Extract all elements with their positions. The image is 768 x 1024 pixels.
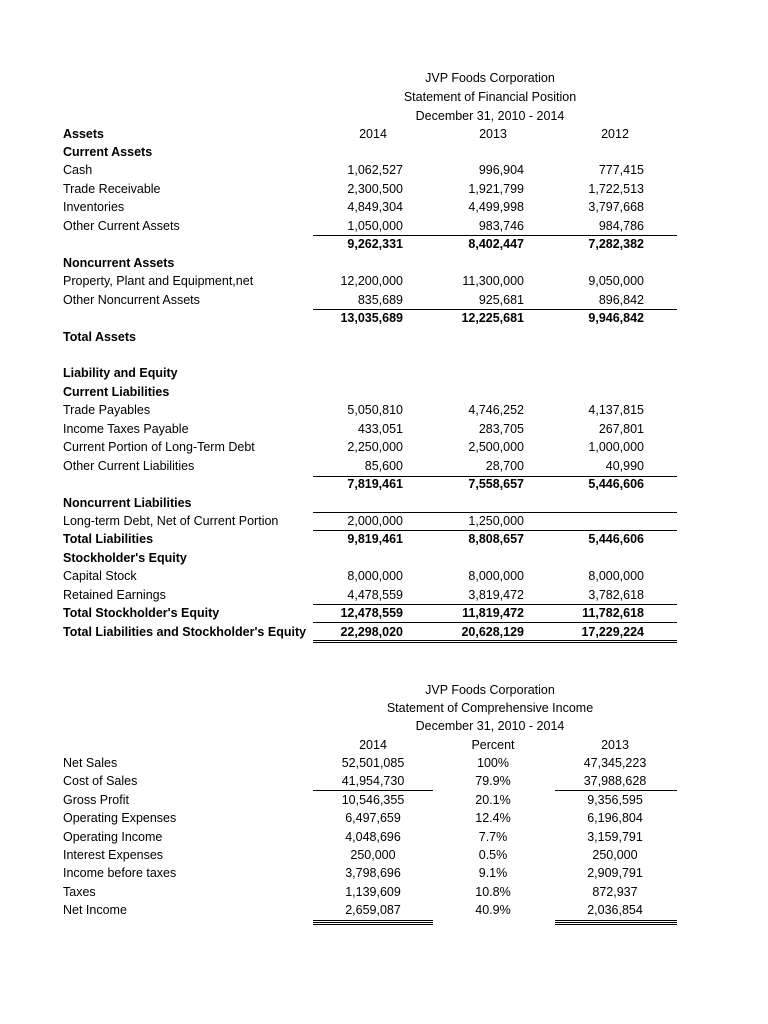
- sfp-cell: 925,681: [478, 292, 524, 307]
- sci-cell: 6,196,804: [587, 811, 643, 826]
- sfp-cell: 996,904: [478, 163, 524, 178]
- table-rule: [313, 235, 677, 236]
- sci-cell: 100%: [477, 756, 509, 770]
- sfp-row-label: Income Taxes Payable: [63, 421, 189, 436]
- sfp-cell: 7,558,657: [468, 477, 524, 492]
- table-rule: [313, 920, 433, 921]
- sci-row-label: Income before taxes: [63, 866, 177, 881]
- sfp-cell: 7,819,461: [347, 477, 403, 492]
- sfp-cell: 11,300,000: [462, 274, 524, 289]
- sfp-cell: 984,786: [598, 218, 644, 233]
- sfp-cell: 1,050,000: [347, 218, 403, 233]
- sci-cell: 41,954,730: [341, 774, 405, 789]
- sfp-cell: [534, 494, 644, 512]
- table-rule: [555, 922, 677, 925]
- sci-cell: 872,937: [592, 884, 638, 899]
- sci-cell: 37,988,628: [583, 774, 647, 789]
- sfp-cell: [414, 364, 524, 382]
- table-rule: [313, 622, 677, 623]
- sfp-row-label: Current Assets: [63, 145, 153, 159]
- sci-cell: 1,139,609: [345, 884, 401, 899]
- sfp-cell: [414, 494, 524, 512]
- sci-row-label: Net Income: [63, 903, 127, 918]
- sci-cell: 4,048,696: [345, 829, 401, 844]
- table-rule: [313, 309, 677, 310]
- sfp-cell: [293, 364, 403, 382]
- table-rule: [313, 604, 677, 605]
- sfp-row-label: Trade Receivable: [63, 181, 161, 196]
- sfp-cell: 28,700: [485, 458, 524, 473]
- sci-cell: 6,497,659: [345, 811, 401, 826]
- sfp-cell: 22,298,020: [340, 624, 403, 639]
- sfp-row-label: Long-term Debt, Net of Current Portion: [63, 514, 279, 528]
- sfp-cell: 2,000,000: [347, 514, 403, 528]
- sfp-cell: 17,229,224: [581, 624, 644, 639]
- sfp-cell: 11,819,472: [462, 606, 524, 621]
- sci-cell: 2,659,087: [345, 903, 401, 918]
- sfp-cell: 4,849,304: [347, 200, 403, 215]
- sfp-cell: [534, 346, 644, 364]
- sfp-row-label: Retained Earnings: [63, 587, 166, 602]
- sci-cell: 20.1%: [475, 792, 511, 807]
- sfp-row-label: Other Current Liabilities: [63, 458, 195, 473]
- sfp-cell: 2,300,500: [347, 181, 403, 196]
- table-rule: [313, 790, 433, 791]
- sfp-row-label: Other Noncurrent Assets: [63, 292, 200, 307]
- sfp-period: December 31, 2010 - 2014: [415, 109, 565, 123]
- sfp-cell: 5,446,606: [588, 477, 644, 492]
- sfp-cell: [414, 346, 524, 364]
- sfp-cell: [293, 346, 403, 364]
- sfp-cell: 3,819,472: [468, 587, 524, 602]
- sfp-cell: 7,282,382: [588, 237, 644, 252]
- table-rule: [313, 922, 433, 925]
- sfp-title: Statement of Financial Position: [403, 90, 577, 104]
- sfp-row-label: Total Liabilities: [63, 532, 154, 547]
- sci-company: JVP Foods Corporation: [425, 683, 555, 697]
- sfp-cell: 1,722,513: [588, 181, 644, 196]
- sfp-cell: 20,628,129: [461, 624, 524, 639]
- sfp-cell: 12,225,681: [461, 311, 524, 326]
- sfp-cell: 1,000,000: [588, 440, 644, 455]
- sci-header-2013: 2013: [601, 738, 629, 752]
- sfp-cell: 267,801: [598, 421, 644, 436]
- sfp-cell: [534, 549, 644, 567]
- sfp-year-2012: 2012: [601, 127, 629, 141]
- sci-row-label: Cost of Sales: [63, 774, 138, 789]
- sfp-cell: 8,402,447: [468, 237, 524, 252]
- sfp-cell: 1,921,799: [468, 181, 524, 196]
- sfp-cell: 1,062,527: [347, 163, 403, 178]
- sfp-row-label: Noncurrent Liabilities: [63, 495, 192, 510]
- sfp-cell: 13,035,689: [340, 311, 403, 326]
- sfp-cell: 896,842: [598, 292, 644, 307]
- table-rule: [313, 640, 677, 643]
- sfp-cell: 4,137,815: [588, 403, 644, 418]
- sfp-cell: 4,499,998: [468, 200, 524, 215]
- sfp-cell: [534, 383, 644, 401]
- sci-cell: 40.9%: [475, 903, 511, 918]
- sfp-row-label: Stockholder's Equity: [63, 550, 187, 565]
- sfp-company: JVP Foods Corporation: [425, 71, 555, 85]
- sci-row-label: Net Sales: [63, 756, 118, 770]
- sfp-cell: 8,808,657: [468, 532, 524, 547]
- sfp-row-label: Current Portion of Long-Term Debt: [63, 440, 255, 455]
- sci-cell: 250,000: [592, 848, 638, 862]
- sfp-cell: [293, 143, 403, 161]
- sci-row-label: Operating Expenses: [63, 811, 177, 826]
- sfp-cell: 8,000,000: [468, 569, 524, 584]
- sfp-cell: [414, 328, 524, 346]
- sfp-row-label: Property, Plant and Equipment,net: [63, 274, 254, 289]
- sfp-row-label: Total Assets: [63, 329, 136, 344]
- sfp-row-label: Total Stockholder's Equity: [63, 606, 220, 621]
- sfp-row-label: Total Liabilities and Stockholder's Equity: [63, 624, 307, 639]
- sfp-cell: 283,705: [478, 421, 524, 436]
- sfp-cell: 9,050,000: [588, 274, 644, 289]
- sci-header-percent: Percent: [471, 738, 515, 752]
- sfp-row-label: Capital Stock: [63, 569, 137, 584]
- sfp-cell: 983,746: [478, 218, 524, 233]
- assets-header: Assets: [63, 127, 104, 141]
- sfp-cell: [293, 494, 403, 512]
- table-rule: [313, 512, 677, 513]
- sfp-cell: 40,990: [605, 458, 644, 473]
- sfp-cell: 3,797,668: [588, 200, 644, 215]
- sfp-cell: 9,262,331: [347, 237, 403, 252]
- sfp-cell: 8,000,000: [588, 569, 644, 584]
- sfp-cell: 85,600: [364, 458, 403, 473]
- sci-cell: 2,909,791: [587, 866, 643, 881]
- sci-cell: 9,356,595: [587, 792, 643, 807]
- sfp-cell: 433,051: [357, 421, 403, 436]
- sfp-cell: [414, 383, 524, 401]
- sci-cell: 250,000: [350, 848, 396, 862]
- sfp-cell: 5,050,810: [347, 403, 403, 418]
- sfp-cell: 12,478,559: [340, 606, 403, 621]
- sfp-cell: [534, 254, 644, 272]
- sfp-cell: [534, 512, 644, 530]
- sfp-cell: 12,200,000: [340, 274, 403, 289]
- sfp-year-2013: 2013: [479, 127, 507, 141]
- sfp-row-label: Liability and Equity: [63, 366, 178, 381]
- sfp-cell: 9,946,842: [588, 311, 644, 326]
- sfp-cell: [534, 364, 644, 382]
- sfp-cell: 8,000,000: [347, 569, 403, 584]
- sfp-cell: 3,782,618: [588, 587, 644, 602]
- sci-cell: 0.5%: [478, 848, 508, 862]
- sfp-cell: [534, 328, 644, 346]
- sfp-row-label: Trade Payables: [63, 403, 151, 418]
- sci-cell: 2,036,854: [587, 903, 643, 918]
- sfp-cell: 1,250,000: [468, 514, 524, 528]
- sfp-row-label: Other Current Assets: [63, 218, 180, 233]
- sfp-row-label: Noncurrent Assets: [63, 255, 175, 270]
- table-rule: [555, 790, 677, 791]
- sfp-row-label: Current Liabilities: [63, 384, 170, 399]
- sci-period: December 31, 2010 - 2014: [415, 719, 565, 733]
- sci-cell: 52,501,085: [341, 756, 405, 770]
- sci-row-label: Operating Income: [63, 829, 163, 844]
- sfp-cell: [414, 254, 524, 272]
- sci-cell: 12.4%: [475, 811, 511, 826]
- sfp-cell: 2,250,000: [347, 440, 403, 455]
- sci-cell: 79.9%: [475, 774, 511, 789]
- sfp-cell: [293, 254, 403, 272]
- sci-row-label: Gross Profit: [63, 792, 129, 807]
- sfp-cell: 835,689: [357, 292, 403, 307]
- sfp-cell: 4,478,559: [347, 587, 403, 602]
- sci-cell: 7.7%: [478, 829, 508, 844]
- sfp-cell: 9,819,461: [347, 532, 403, 547]
- sci-header-2014: 2014: [359, 738, 387, 752]
- sfp-cell: [293, 549, 403, 567]
- sfp-cell: 5,446,606: [588, 532, 644, 547]
- sci-cell: 10,546,355: [341, 792, 405, 807]
- sfp-cell: 4,746,252: [468, 403, 524, 418]
- sfp-cell: 2,500,000: [468, 440, 524, 455]
- sfp-cell: 11,782,618: [582, 606, 644, 621]
- sci-row-label: Interest Expenses: [63, 848, 164, 862]
- sfp-cell: [534, 143, 644, 161]
- sfp-row-label: Inventories: [63, 200, 125, 215]
- sfp-cell: [293, 328, 403, 346]
- sci-cell: 9.1%: [478, 866, 508, 881]
- sci-cell: 3,798,696: [345, 866, 401, 881]
- table-rule: [313, 530, 677, 531]
- sci-row-label: Taxes: [63, 884, 96, 899]
- table-rule: [313, 476, 677, 477]
- sci-cell: 3,159,791: [587, 829, 643, 844]
- sfp-row-label: Cash: [63, 163, 93, 178]
- sfp-cell: [414, 143, 524, 161]
- sfp-cell: [293, 383, 403, 401]
- sci-cell: 10.8%: [475, 884, 511, 899]
- sfp-cell: 777,415: [598, 163, 644, 178]
- sfp-year-2014: 2014: [359, 127, 387, 141]
- sci-title: Statement of Comprehensive Income: [386, 701, 594, 715]
- table-rule: [555, 920, 677, 921]
- sci-cell: 47,345,223: [583, 756, 647, 770]
- sfp-cell: [414, 549, 524, 567]
